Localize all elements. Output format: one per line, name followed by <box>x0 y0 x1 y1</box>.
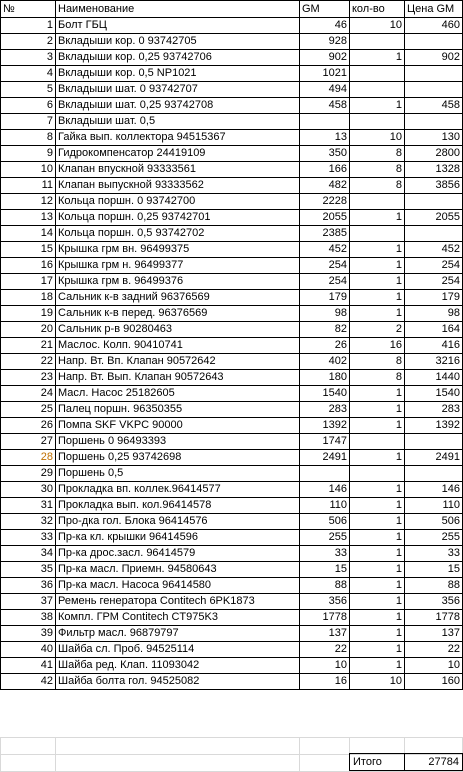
cell-gm[interactable]: 2055 <box>300 210 350 226</box>
cell-qty[interactable]: 1 <box>350 562 405 578</box>
gridline <box>299 737 300 772</box>
cell-qty[interactable]: 1 <box>350 386 405 402</box>
cell-gm[interactable]: 179 <box>300 290 350 306</box>
table-row <box>1 386 463 402</box>
table-row <box>1 338 463 354</box>
cell-no[interactable]: 18 <box>1 290 56 306</box>
table-row <box>1 370 463 386</box>
cell-name[interactable]: Поршень 0 96493393 <box>56 434 300 450</box>
table-row <box>1 242 463 258</box>
cell-price[interactable]: 2055 <box>405 210 463 226</box>
cell-no[interactable]: 7 <box>1 114 56 130</box>
cell-gm[interactable]: 15 <box>300 562 350 578</box>
cell-price[interactable]: 254 <box>405 274 463 290</box>
table-row <box>1 658 463 674</box>
cell-no[interactable]: 20 <box>1 322 56 338</box>
cell-name[interactable]: Шайба ред. Клап. 11093042 <box>56 658 300 674</box>
cell-name[interactable]: Поршень 0,5 <box>56 466 300 482</box>
cell-gm[interactable]: 16 <box>300 674 350 690</box>
cell-qty[interactable] <box>350 114 405 130</box>
table-row <box>1 50 463 66</box>
header-gm[interactable]: GM <box>300 1 350 18</box>
cell-qty[interactable]: 1 <box>350 530 405 546</box>
cell-price[interactable]: 2800 <box>405 146 463 162</box>
cell-gm[interactable]: 146 <box>300 482 350 498</box>
cell-gm[interactable]: 928 <box>300 34 350 50</box>
cell-price[interactable]: 33 <box>405 546 463 562</box>
cell-gm[interactable]: 137 <box>300 626 350 642</box>
cell-name[interactable]: Палец поршн. 96350355 <box>56 402 300 418</box>
cell-price[interactable]: 22 <box>405 642 463 658</box>
cell-price[interactable]: 1540 <box>405 386 463 402</box>
cell-qty[interactable]: 1 <box>350 546 405 562</box>
cell-qty[interactable]: 8 <box>350 370 405 386</box>
cell-no[interactable]: 16 <box>1 258 56 274</box>
cell-no[interactable]: 42 <box>1 674 56 690</box>
table-row <box>1 306 463 322</box>
cell-gm[interactable]: 1778 <box>300 610 350 626</box>
cell-gm[interactable]: 254 <box>300 258 350 274</box>
cell-name[interactable]: Напр. Вт. Вп. Клапан 90572642 <box>56 354 300 370</box>
cell-gm[interactable]: 482 <box>300 178 350 194</box>
cell-price[interactable]: 146 <box>405 482 463 498</box>
cell-qty[interactable] <box>350 466 405 482</box>
cell-price[interactable]: 164 <box>405 322 463 338</box>
cell-no[interactable]: 33 <box>1 530 56 546</box>
header-price[interactable]: Цена GM <box>405 1 463 18</box>
total-value[interactable]: 27784 <box>405 754 463 771</box>
cell-gm[interactable] <box>300 114 350 130</box>
cell-no[interactable]: 9 <box>1 146 56 162</box>
table-row <box>1 546 463 562</box>
table-row <box>1 178 463 194</box>
table-row <box>1 98 463 114</box>
cell-name[interactable]: Сальник к-в перед. 96376569 <box>56 306 300 322</box>
cell-qty[interactable]: 1 <box>350 242 405 258</box>
cell-no[interactable]: 29 <box>1 466 56 482</box>
cell-gm[interactable]: 356 <box>300 594 350 610</box>
cell-name[interactable]: Крышка грм н. 96499377 <box>56 258 300 274</box>
cell-name[interactable]: Вкладыши кор. 0,5 NP1021 <box>56 66 300 82</box>
cell-qty[interactable]: 1 <box>350 210 405 226</box>
table-row <box>1 674 463 690</box>
cell-price[interactable]: 110 <box>405 498 463 514</box>
table-row <box>1 578 463 594</box>
cell-name[interactable]: Вкладыши кор. 0,25 93742706 <box>56 50 300 66</box>
table-row <box>1 114 463 130</box>
cell-name[interactable]: Поршень 0,25 93742698 <box>56 450 300 466</box>
table-row <box>1 66 463 82</box>
cell-no[interactable]: 24 <box>1 386 56 402</box>
cell-no[interactable]: 39 <box>1 626 56 642</box>
cell-price[interactable]: 137 <box>405 626 463 642</box>
cell-gm[interactable]: 1540 <box>300 386 350 402</box>
cell-name[interactable]: Кольца поршн. 0,25 93742701 <box>56 210 300 226</box>
cell-price[interactable]: 356 <box>405 594 463 610</box>
cell-qty[interactable]: 1 <box>350 290 405 306</box>
cell-gm[interactable]: 82 <box>300 322 350 338</box>
cell-gm[interactable]: 180 <box>300 370 350 386</box>
cell-qty[interactable]: 2 <box>350 322 405 338</box>
cell-qty[interactable]: 16 <box>350 338 405 354</box>
cell-name[interactable]: Масл. Насос 25182605 <box>56 386 300 402</box>
cell-no[interactable]: 11 <box>1 178 56 194</box>
cell-no[interactable]: 28 <box>1 450 56 466</box>
cell-price[interactable] <box>405 226 463 242</box>
cell-qty[interactable]: 10 <box>350 18 405 34</box>
header-no[interactable]: № <box>1 1 56 18</box>
cell-name[interactable]: Гайка вып. коллектора 94515367 <box>56 130 300 146</box>
cell-qty[interactable]: 1 <box>350 482 405 498</box>
cell-price[interactable]: 130 <box>405 130 463 146</box>
cell-no[interactable]: 32 <box>1 514 56 530</box>
cell-gm[interactable]: 110 <box>300 498 350 514</box>
cell-qty[interactable]: 1 <box>350 98 405 114</box>
cell-no[interactable]: 5 <box>1 82 56 98</box>
cell-name[interactable]: Прокладка вып. кол.96414578 <box>56 498 300 514</box>
cell-qty[interactable]: 1 <box>350 498 405 514</box>
table-row <box>1 466 463 482</box>
cell-price[interactable]: 10 <box>405 658 463 674</box>
cell-name[interactable]: Вкладыши шат. 0,25 93742708 <box>56 98 300 114</box>
cell-gm[interactable]: 254 <box>300 274 350 290</box>
cell-no[interactable]: 31 <box>1 498 56 514</box>
cell-qty[interactable]: 1 <box>350 274 405 290</box>
cell-price[interactable]: 416 <box>405 338 463 354</box>
cell-name[interactable]: Маслос. Колп. 90410741 <box>56 338 300 354</box>
cell-no[interactable]: 23 <box>1 370 56 386</box>
cell-qty[interactable]: 8 <box>350 146 405 162</box>
cell-price[interactable]: 1328 <box>405 162 463 178</box>
cell-gm[interactable]: 283 <box>300 402 350 418</box>
cell-qty[interactable]: 8 <box>350 162 405 178</box>
cell-price[interactable] <box>405 466 463 482</box>
cell-price[interactable] <box>405 66 463 82</box>
cell-name[interactable]: Вкладыши кор. 0 93742705 <box>56 34 300 50</box>
cell-qty[interactable]: 1 <box>350 418 405 434</box>
total-box <box>349 753 463 771</box>
cell-gm[interactable]: 46 <box>300 18 350 34</box>
cell-no[interactable]: 10 <box>1 162 56 178</box>
cell-no[interactable]: 40 <box>1 642 56 658</box>
cell-no[interactable]: 37 <box>1 594 56 610</box>
cell-gm[interactable]: 452 <box>300 242 350 258</box>
table-row <box>1 162 463 178</box>
cell-gm[interactable]: 13 <box>300 130 350 146</box>
table-row <box>1 402 463 418</box>
cell-no[interactable]: 27 <box>1 434 56 450</box>
cell-no[interactable]: 26 <box>1 418 56 434</box>
cell-gm[interactable]: 1392 <box>300 418 350 434</box>
cell-gm[interactable]: 1021 <box>300 66 350 82</box>
cell-price[interactable]: 2491 <box>405 450 463 466</box>
cell-name[interactable]: Пр-ка кл. крышки 96414596 <box>56 530 300 546</box>
cell-price[interactable]: 88 <box>405 578 463 594</box>
cell-name[interactable]: Сальник к-в задний 96376569 <box>56 290 300 306</box>
cell-price[interactable]: 1440 <box>405 370 463 386</box>
cell-qty[interactable]: 1 <box>350 258 405 274</box>
cell-gm[interactable] <box>300 466 350 482</box>
cell-price[interactable]: 452 <box>405 242 463 258</box>
cell-gm[interactable]: 1747 <box>300 434 350 450</box>
cell-qty[interactable] <box>350 194 405 210</box>
cell-name[interactable]: Кольца поршн. 0,5 93742702 <box>56 226 300 242</box>
cell-name[interactable]: Вкладыши шат. 0,5 <box>56 114 300 130</box>
cell-price[interactable]: 3856 <box>405 178 463 194</box>
cell-qty[interactable]: 1 <box>350 50 405 66</box>
header-qty[interactable]: кол-во <box>350 1 405 18</box>
cell-name[interactable]: Фильтр масл. 96879797 <box>56 626 300 642</box>
table-row <box>1 274 463 290</box>
cell-gm[interactable]: 10 <box>300 658 350 674</box>
table-row <box>1 626 463 642</box>
table-row <box>1 642 463 658</box>
cell-no[interactable]: 25 <box>1 402 56 418</box>
cell-name[interactable]: Пр-ка масл. Приемн. 94580643 <box>56 562 300 578</box>
cell-qty[interactable]: 10 <box>350 674 405 690</box>
cell-name[interactable]: Шайба болта гол. 94525082 <box>56 674 300 690</box>
cell-gm[interactable]: 22 <box>300 642 350 658</box>
table-row <box>1 530 463 546</box>
cell-name[interactable]: Пр-ка масл. Насоса 96414580 <box>56 578 300 594</box>
gridline <box>0 737 463 738</box>
cell-qty[interactable]: 1 <box>350 642 405 658</box>
cell-price[interactable]: 460 <box>405 18 463 34</box>
cell-qty[interactable] <box>350 34 405 50</box>
cell-qty[interactable]: 1 <box>350 450 405 466</box>
cell-name[interactable]: Крышка грм в. 96499376 <box>56 274 300 290</box>
table-row <box>1 514 463 530</box>
cell-name[interactable]: Пр-ка дрос.засл. 96414579 <box>56 546 300 562</box>
cell-no[interactable]: 41 <box>1 658 56 674</box>
cell-no[interactable]: 36 <box>1 578 56 594</box>
cell-qty[interactable] <box>350 226 405 242</box>
table-row <box>1 290 463 306</box>
total-label[interactable]: Итого <box>350 754 405 771</box>
table-row <box>1 146 463 162</box>
cell-name[interactable]: Гидрокомпенсатор 24419109 <box>56 146 300 162</box>
cell-no[interactable]: 12 <box>1 194 56 210</box>
cell-no[interactable]: 38 <box>1 610 56 626</box>
cell-name[interactable]: Сальник р-в 90280463 <box>56 322 300 338</box>
cell-gm[interactable]: 255 <box>300 530 350 546</box>
cell-gm[interactable]: 98 <box>300 306 350 322</box>
table-body <box>1 18 463 690</box>
cell-name[interactable]: Напр. Вт. Вып. Клапан 90572643 <box>56 370 300 386</box>
table-row <box>1 322 463 338</box>
cell-no[interactable]: 3 <box>1 50 56 66</box>
cell-price[interactable]: 255 <box>405 530 463 546</box>
cell-no[interactable]: 22 <box>1 354 56 370</box>
table-row <box>1 482 463 498</box>
cell-price[interactable] <box>405 114 463 130</box>
cell-name[interactable]: Вкладыши шат. 0 93742707 <box>56 82 300 98</box>
cell-price[interactable]: 506 <box>405 514 463 530</box>
table-row <box>1 610 463 626</box>
cell-price[interactable] <box>405 194 463 210</box>
cell-qty[interactable] <box>350 66 405 82</box>
cell-no[interactable]: 6 <box>1 98 56 114</box>
cell-price[interactable] <box>405 82 463 98</box>
cell-no[interactable]: 35 <box>1 562 56 578</box>
cell-price[interactable]: 3216 <box>405 354 463 370</box>
cell-price[interactable]: 458 <box>405 98 463 114</box>
table-row <box>1 258 463 274</box>
cell-no[interactable]: 13 <box>1 210 56 226</box>
table-row <box>1 354 463 370</box>
cell-name[interactable]: Ремень генератора Contitech 6PK1873 <box>56 594 300 610</box>
table-row <box>1 130 463 146</box>
cell-qty[interactable]: 1 <box>350 402 405 418</box>
cell-qty[interactable]: 1 <box>350 658 405 674</box>
table-row <box>1 562 463 578</box>
header-name[interactable]: Наименование <box>56 1 300 18</box>
cell-qty[interactable]: 1 <box>350 626 405 642</box>
cell-name[interactable]: Про-дка гол. Блока 96414576 <box>56 514 300 530</box>
cell-gm[interactable]: 458 <box>300 98 350 114</box>
cell-qty[interactable] <box>350 82 405 98</box>
table-row <box>1 418 463 434</box>
cell-gm[interactable]: 2385 <box>300 226 350 242</box>
table-row <box>1 82 463 98</box>
cell-gm[interactable]: 26 <box>300 338 350 354</box>
header-row <box>1 1 463 18</box>
cell-price[interactable]: 15 <box>405 562 463 578</box>
cell-no[interactable]: 17 <box>1 274 56 290</box>
cell-qty[interactable]: 1 <box>350 514 405 530</box>
total-row <box>350 754 463 771</box>
cell-no[interactable]: 30 <box>1 482 56 498</box>
cell-no[interactable]: 8 <box>1 130 56 146</box>
cell-qty[interactable]: 8 <box>350 354 405 370</box>
table-row <box>1 450 463 466</box>
cell-no[interactable]: 15 <box>1 242 56 258</box>
cell-name[interactable]: Помпа SKF VKPC 90000 <box>56 418 300 434</box>
cell-name[interactable]: Болт ГБЦ <box>56 18 300 34</box>
cell-qty[interactable]: 10 <box>350 130 405 146</box>
cell-gm[interactable]: 88 <box>300 578 350 594</box>
cell-no[interactable]: 21 <box>1 338 56 354</box>
cell-price[interactable]: 1778 <box>405 610 463 626</box>
table-row <box>1 210 463 226</box>
table-row <box>1 498 463 514</box>
cell-name[interactable]: Шайба сл. Проб. 94525114 <box>56 642 300 658</box>
cell-name[interactable]: Крышка грм вн. 96499375 <box>56 242 300 258</box>
cell-price[interactable]: 1392 <box>405 418 463 434</box>
cell-name[interactable]: Компл. ГРМ Contitech CT975K3 <box>56 610 300 626</box>
cell-qty[interactable]: 1 <box>350 306 405 322</box>
cell-name[interactable]: Клапан впускной 93333561 <box>56 162 300 178</box>
cell-name[interactable]: Клапан выпускной 93333562 <box>56 178 300 194</box>
cell-no[interactable]: 2 <box>1 34 56 50</box>
cell-name[interactable]: Прокладка вп. коллек.96414577 <box>56 482 300 498</box>
cell-gm[interactable]: 902 <box>300 50 350 66</box>
cell-gm[interactable]: 33 <box>300 546 350 562</box>
cell-no[interactable]: 34 <box>1 546 56 562</box>
cell-no[interactable]: 19 <box>1 306 56 322</box>
cell-gm[interactable]: 402 <box>300 354 350 370</box>
cell-price[interactable]: 254 <box>405 258 463 274</box>
cell-qty[interactable]: 1 <box>350 610 405 626</box>
cell-qty[interactable]: 8 <box>350 178 405 194</box>
cell-gm[interactable]: 494 <box>300 82 350 98</box>
table-row <box>1 34 463 50</box>
cell-gm[interactable]: 350 <box>300 146 350 162</box>
cell-gm[interactable]: 2491 <box>300 450 350 466</box>
table-row <box>1 434 463 450</box>
table-row <box>1 594 463 610</box>
cell-name[interactable]: Кольца поршн. 0 93742700 <box>56 194 300 210</box>
cell-price[interactable]: 98 <box>405 306 463 322</box>
cell-qty[interactable] <box>350 434 405 450</box>
cell-no[interactable]: 1 <box>1 18 56 34</box>
gridline <box>0 737 1 772</box>
cell-qty[interactable]: 1 <box>350 594 405 610</box>
cell-price[interactable]: 283 <box>405 402 463 418</box>
table-row <box>1 226 463 242</box>
cell-no[interactable]: 14 <box>1 226 56 242</box>
table-row <box>1 18 463 34</box>
cell-gm[interactable]: 166 <box>300 162 350 178</box>
cell-gm[interactable]: 2228 <box>300 194 350 210</box>
cell-price[interactable]: 902 <box>405 50 463 66</box>
cell-qty[interactable]: 1 <box>350 578 405 594</box>
table-row <box>1 194 463 210</box>
cell-price[interactable] <box>405 34 463 50</box>
cell-gm[interactable]: 506 <box>300 514 350 530</box>
cell-price[interactable] <box>405 434 463 450</box>
gridline <box>55 737 56 772</box>
cell-price[interactable]: 179 <box>405 290 463 306</box>
cell-price[interactable]: 160 <box>405 674 463 690</box>
cell-no[interactable]: 4 <box>1 66 56 82</box>
